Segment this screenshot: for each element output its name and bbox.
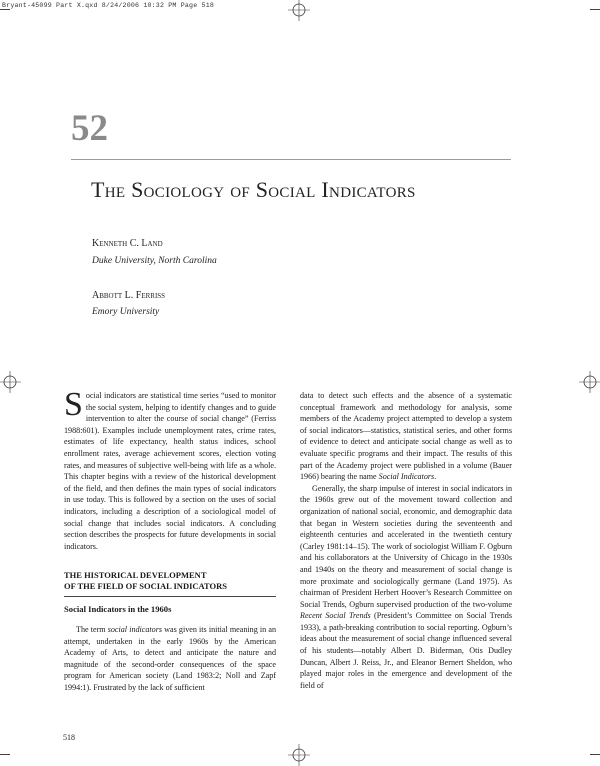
registration-mark-right-icon [579,371,600,393]
right-column [300,390,512,691]
print-slug: Bryant-45099 Part X.qxd 8/24/2006 10:32 PM Page 518 [2,2,215,9]
author-name: Kenneth C. Land [92,238,163,249]
page-number: 518 [63,733,75,742]
section-heading-line: OF THE FIELD OF SOCIAL INDICATORS [64,581,228,592]
italic-title: Social Indicators [378,472,435,482]
section-heading [64,570,276,592]
registration-mark-left-icon [0,371,21,393]
intro-paragraph [64,386,276,552]
text-run: was given its initial meaning in an attempt, undertaken in the early 1960s by the American Academy of Arts, to detect and anticipate the nature and magnitude of the second-order consequences of the space program for American society (Land 1983:2; Noll and Zapf 1994:1). Frustrated by the lack of sufficient [64,624,276,692]
crop-mark-top-right [590,9,600,10]
body-paragraph [64,624,276,694]
intro-text: ocial indicators are statistical time series “used to monitor the social system, helping to identify changes and to guide intervention to alter the course of social change” (Ferriss 1988:601). Examples include unemployment rates, crime rates, estimates of life expectancy, health status indices, school enrollment rates, average achievement scores, election voting rates, and measures of subjective well-being with life as a whole. This chapter begins with a review of the historical development of the field, and then defines the main types of social indicators in use today. This is followed by a section on the uses of social indicators, including a description of a sociological model of social change that includes social indicators. A concluding section describes the prospects for future developments in social indicators. [64,391,276,551]
text-run: The term [76,624,108,634]
text-run: . [434,472,437,482]
drop-cap: S [64,386,83,423]
body-paragraph [300,483,512,692]
italic-term: social indicators [107,624,163,634]
author-affiliation: Emory University [92,307,160,317]
chapter-number: 52 [71,108,108,149]
registration-mark-top-icon [288,0,310,21]
author-affiliation: Duke University, North Carolina [92,256,217,266]
author-name: Abbott L. Ferriss [92,290,166,301]
text-run: (President’s Committee on Social Trends 1933), a path-breaking contribution to social reporting. Ogburn’s ideas about the measurement of social change influenced several of his students—notably Albert D. Biderman, Otis Dudley Duncan, Albert J. Reiss, Jr., and Eleanor Bernert Sheldon, who played major roles in the emergence and development of the field of [300,611,512,690]
section-heading-line: THE HISTORICAL DEVELOPMENT [64,570,207,581]
registration-mark-bottom-icon [288,744,310,766]
crop-mark-bottom-left [0,754,10,755]
crop-mark-bottom-right [590,754,600,755]
body-paragraph [300,390,512,483]
left-column [64,386,276,693]
chapter-title: The Sociology of Social Indicators [91,177,416,202]
chapter-rule [71,159,511,160]
text-run: Generally, the sharp impulse of interest in social indicators in the 1960s grew out of the movement toward collection and organization of national social, economic, and demographic data that began in Western societies during the seventeenth and eighteenth centuries and accelerated in the twentieth century (Carley 1981:14–15). The work of sociologist William F. Ogburn and his collaborators at the University of Chicago in the 1930s and 1940s on the theory and measurement of social change is more proximate and sociologically germane (Land 1975). As chairman of President Herbert Hoover’s Research Committee on Social Trends, Ogburn supervised production of the two-volume [300,483,512,609]
italic-title: Recent Social Trends [300,611,371,621]
text-run: data to detect such effects and the absence of a systematic conceptual framework and methodology for analysis, some members of the Academy project attempted to develop a system of social indicators—statistics, statistical series, and other forms of evidence to detect and anticipate social change as well as to evaluate specific programs and their impact. The results of this part of the Academy project were published in a volume (Bauer 1966) bearing the name [300,391,512,482]
section-rule [64,596,276,597]
subsection-heading: Social Indicators in the 1960s [64,604,172,615]
crop-mark-top-left [0,9,10,10]
